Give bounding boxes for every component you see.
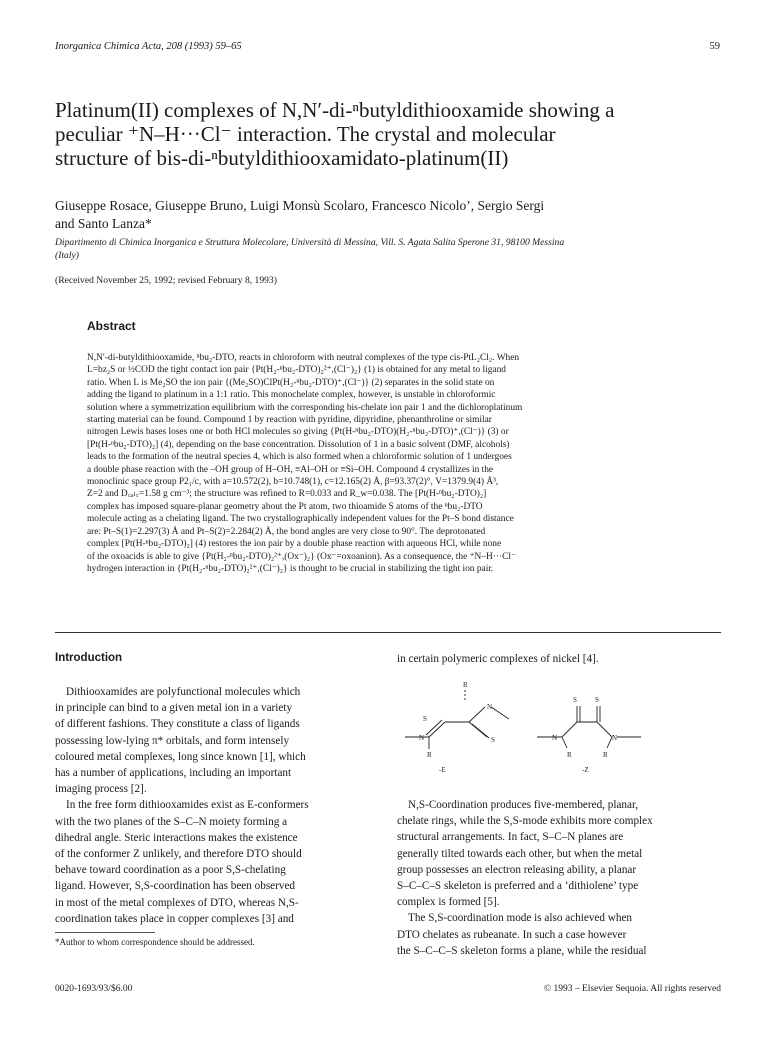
abstract-line: complex has imposed square-planar geometry about the Pt atom, two thioamide S atoms of the ⁿbu₂-DTO: [87, 501, 483, 512]
article-title: [55, 98, 725, 170]
body-line: of different fashions. They constitute a class of ligands: [55, 718, 300, 731]
journal-citation: Inorganica Chimica Acta, 208 (1993) 59–65: [55, 41, 242, 52]
body-line: coordination takes place in copper complexes [3] and: [55, 912, 294, 925]
correspondence-footnote: *Author to whom correspondence should be addressed.: [55, 937, 255, 947]
body-line: Dithiooxamides are polyfunctional molecules which: [66, 686, 301, 698]
abstract-body: [87, 352, 713, 575]
body-line: complex is formed [5].: [397, 896, 500, 909]
atom-label: R: [603, 751, 608, 759]
introduction-heading: Introduction: [55, 652, 123, 664]
abstract-line: monoclinic space group P2₁/c, with a=10.572(2), b=10.748(1), c=12.165(2) Å, β=93.37(2)°, V=1379.9(4) Å³,: [87, 477, 499, 488]
author-list: [55, 197, 725, 233]
body-line: group possesses an electron releasing ability, a planar: [397, 863, 637, 876]
body-line: of the conformer Z unlikely, and therefore DTO should: [55, 848, 302, 861]
conformer-label: -E: [439, 766, 446, 774]
atom-label: N: [419, 734, 425, 742]
atom-label: N: [612, 734, 618, 742]
title-line: Platinum(II) complexes of N,N′-di-ⁿbutyldithiooxamide showing a: [55, 98, 615, 122]
body-line: behave toward coordination as a poor S,S-chelating: [55, 864, 286, 877]
bond: [562, 722, 577, 737]
body-line: S–C–C–S skeleton is preferred and a ‘dithiolene’ type: [397, 880, 639, 893]
body-line: has a number of applications, including an important: [55, 767, 292, 780]
introduction-right-top: in certain polymeric complexes of nickel [4].: [397, 653, 599, 665]
body-line: In the free form dithiooxamides exist as E-conformers: [66, 799, 309, 812]
body-line: dihedral angle. Steric interactions makes the existence: [55, 831, 298, 844]
body-line: ligand. However, S,S-coordination has been observed: [55, 880, 296, 893]
abstract-line: nitrogen Lewis bases loses one or both HCl molecules so giving {Pt(H-ⁿbu₂-DTO)(H₂-ⁿbu₂-DTO)⁺,(Cl⁻)} (3) or: [87, 427, 509, 438]
title-line: structure of bis-di-ⁿbutyldithiooxamidato-platinum(II): [55, 146, 509, 170]
body-line: The S,S-coordination mode is also achieved when: [408, 912, 633, 925]
abstract-line: Z=2 and D꜀ₐₗ꜀=1.58 g cm⁻³; the structure was refined to R=0.033 and R_w=0.038. The [Pt(H-ⁿbu₂-DTO)₂]: [87, 489, 487, 500]
body-line: imaging process [2].: [55, 783, 147, 796]
abstract-heading: Abstract: [87, 319, 136, 333]
abstract-line: L=bz₂S or ½COD the tight contact ion pair {Pt(H₂-ⁿbu₂-DTO)₂²⁺,(Cl⁻)₂} (1) is obtained for any metal to ligand: [87, 365, 506, 376]
bond: [469, 707, 485, 722]
title-line: peculiar ⁺N–H···Cl⁻ interaction. The crystal and molecular: [55, 122, 556, 146]
abstract-line: N,N′-di-butyldithiooxamide, ⁿbu₂-DTO, reacts in chloroform with neutral complexes of the type cis-PtL₂Cl₂. When: [87, 353, 520, 363]
atom-label: N: [552, 734, 558, 742]
body-line: in principle can bind to a given metal ion in a variety: [55, 702, 293, 715]
introduction-left-column: [55, 684, 385, 927]
abstract-line: complex [Pt(H-ⁿbu₂-DTO)₂] (4) restores the ion pair by a double phase reaction with aqueous HCl, while none: [87, 539, 502, 550]
abstract-line: solution where a symmetrization equilibrium with the corresponding bis-chelate ion pair 1 and the dichloroplatinum: [87, 402, 523, 413]
body-line: possessing low-lying π* orbitals, and form intensely: [55, 734, 290, 747]
atom-label: N: [487, 703, 493, 711]
body-line: in most of the metal complexes of DTO, whereas N,S-: [55, 896, 299, 909]
atom-label: R: [567, 751, 572, 759]
conformer-label: -Z: [582, 766, 589, 774]
affiliation-line: (Italy): [55, 250, 79, 261]
abstract-line: of the oxoacids is able to give {Pt(H₂-ⁿbu₂-DTO)₂²⁺,(Ox⁻)₂} (Ox⁻=oxoanion). As a consequence, the ⁺N–H···Cl⁻: [87, 551, 516, 562]
abstract-line: molecule acting as a chelating ligand. The two crystallographically independent values for the Pt–S bond distance: [87, 514, 514, 525]
body-line: coloured metal complexes, long since known [1], which: [55, 750, 306, 763]
body-line: DTO chelates as rubeanate. In such a case however: [397, 928, 627, 941]
abstract-line: adding the ligand to platinum in a 1:1 ratio. This monochelate complex, however, is unstable in chloroformic: [87, 390, 496, 401]
atom-label: S: [491, 736, 495, 744]
abstract-line: ratio. When L is Me₂SO the ion pair {(Me₂SO)ClPt(H₂-ⁿbu₂-DTO)⁺,(Cl⁻)} (2) separates in the solid state on: [87, 377, 495, 388]
bond: [472, 724, 489, 738]
copyright-notice: © 1993 – Elsevier Sequoia. All rights reserved: [543, 984, 721, 994]
issn-code: 0020-1693/93/$6.00: [55, 984, 133, 994]
atom-label: S: [595, 696, 599, 704]
body-line: with the two planes of the S–C–N moiety forming a: [55, 815, 288, 828]
author-line: Giuseppe Rosace, Giuseppe Bruno, Luigi Monsù Scolaro, Francesco Nicolo’, Sergio Sergi: [55, 198, 545, 213]
atom-label: R: [427, 751, 432, 759]
page-number: 59: [709, 41, 720, 52]
dto-conformer-scheme: [397, 676, 727, 786]
abstract-line: [Pt(H-ⁿbu₂-DTO)₂] (4), depending on the base concentration. Dissolution of 1 in a basic solvent (DMF, alcohols): [87, 439, 510, 450]
body-line: N,S-Coordination produces five-membered, planar,: [408, 799, 639, 811]
atom-label: S: [573, 696, 577, 704]
body-line: chelate rings, while the S,S-mode exhibits more complex: [397, 815, 653, 828]
bond: [491, 707, 509, 719]
author-line: and Santo Lanza*: [55, 216, 152, 231]
received-dates: (Received November 25, 1992; revised February 8, 1993): [55, 275, 277, 286]
body-line: generally tilted towards each other, but when the metal: [397, 847, 643, 860]
abstract-line: a double phase reaction with the –OH group of H–OH, ≡Al–OH or ≡Si–OH. Compound 4 crystallizes in the: [87, 464, 494, 475]
abstract-line: starting material can be found. Compound 1 by reaction with pyridine, dipyridine, phenanthroline or similar: [87, 415, 492, 426]
footnote-divider: [55, 932, 155, 933]
bond: [597, 722, 612, 737]
section-divider: [55, 632, 721, 633]
affiliation-line: Dipartimento di Chimica Inorganica e Struttura Molecolare, Università di Messina, Vill. S. Agata Salita Sperone 31, 98100 Messina: [55, 237, 565, 248]
affiliation: [55, 236, 725, 262]
abstract-line: leads to the formation of the neutral species 4, which is also formed when a chloroformic solution of 1 undergoes: [87, 452, 512, 463]
atom-label: S: [423, 715, 427, 723]
atom-label: R: [463, 681, 468, 689]
introduction-right-column: [397, 797, 727, 959]
body-line: structural arrangements. In fact, S–C–N planes are: [397, 831, 624, 844]
bond: [562, 737, 567, 748]
abstract-line: are: Pt–S(1)=2.297(3) Å and Pt–S(2)=2.284(2) Å, the bond angles are very close to 90°. The deprotonated: [87, 526, 486, 537]
body-line: the S–C–C–S skeleton forms a plane, while the residual: [397, 944, 647, 957]
abstract-line: hydrogen interaction in {Pt(H₂-ⁿbu₂-DTO)₂²⁺,(Cl⁻)₂} is thought to be crucial in stabilizing the tight ion pair.: [87, 563, 494, 574]
